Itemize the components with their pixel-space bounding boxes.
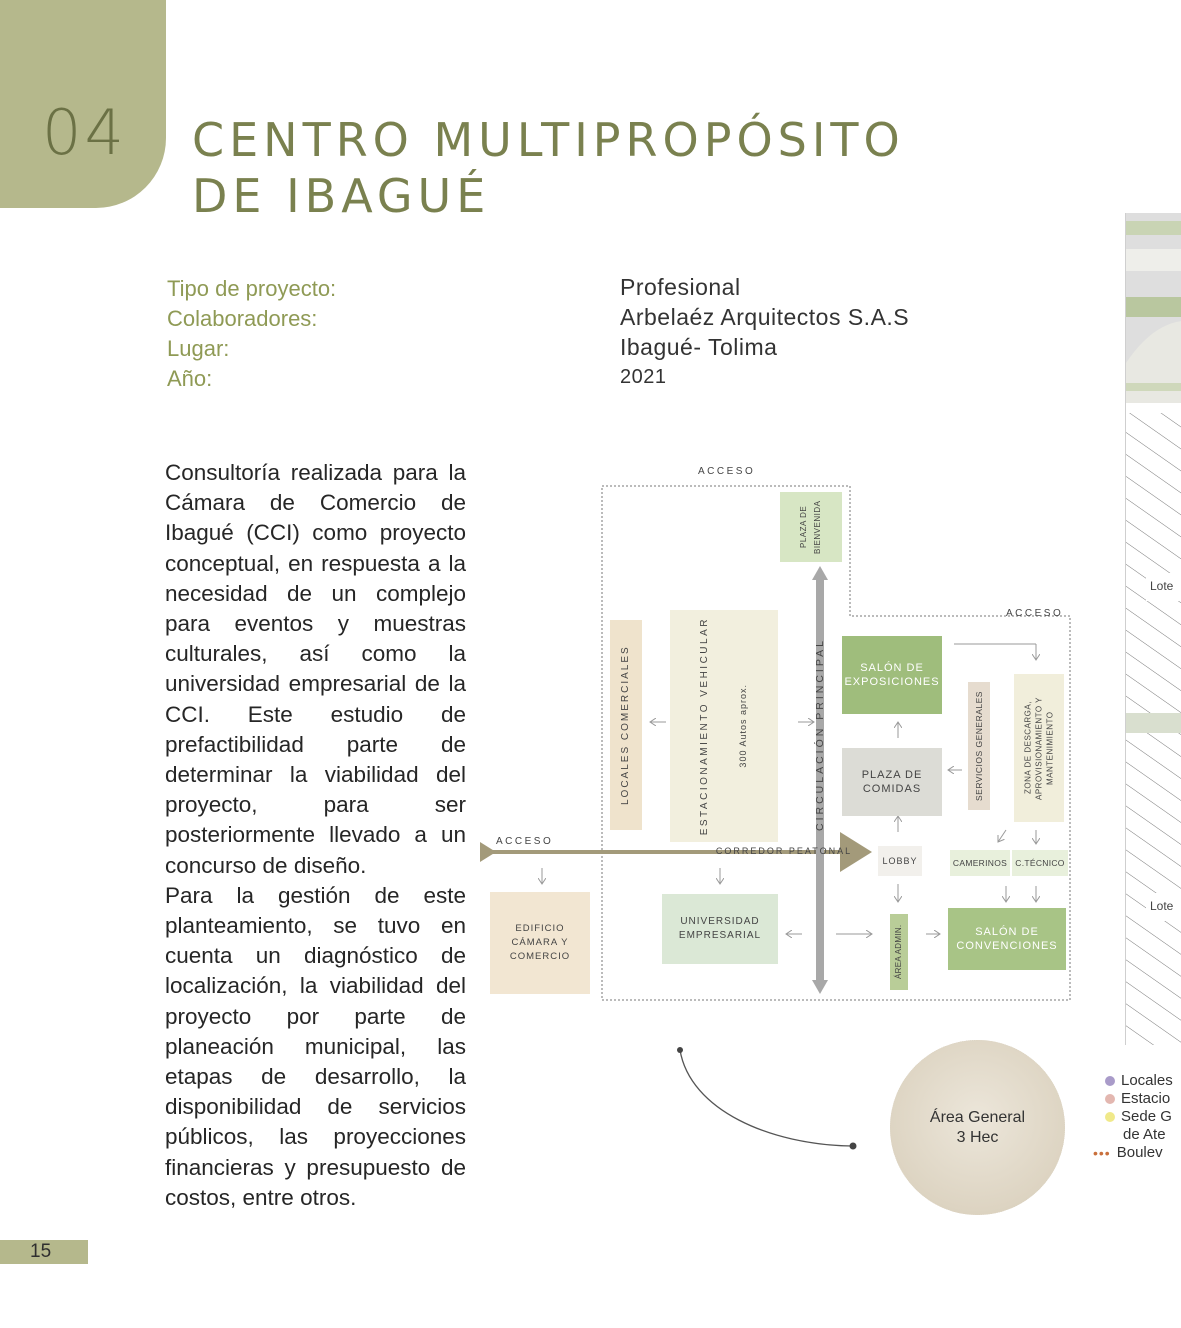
site-legend [1093, 1072, 1173, 1162]
legend-label: de Ate [1123, 1126, 1166, 1143]
salon-exposiciones-box: SALÓN DE EXPOSICIONES [842, 636, 942, 714]
body-text [165, 458, 466, 1213]
legend-label: Estacio [1121, 1090, 1171, 1107]
meta-value: 2021 [620, 366, 667, 388]
zona-descarga-box: ZONA DE DESCARGA, APROVISIONAMIENTO Y MANTENIMIENTO [1014, 674, 1064, 822]
meta-value: Arbelaéz Arquitectos S.A.S [620, 304, 910, 330]
legend-item [1093, 1144, 1173, 1162]
corredor-label [715, 844, 853, 858]
area-admin-box: ÁREA ADMIN. [890, 914, 908, 990]
legend-label: Locales [1121, 1072, 1173, 1089]
locales-box: LOCALES COMERCIALES [610, 620, 642, 830]
page-number: 15 [0, 1240, 88, 1264]
area-value: 3 Hec [956, 1128, 999, 1146]
edificio-box: EDIFICIO CÁMARA Y COMERCIO [490, 892, 590, 994]
meta-label: Año: [167, 366, 213, 391]
meta-value: Profesional [620, 274, 741, 300]
paragraph-2: Para la gestión de este planteamiento, se tuvo en cuenta un diagnóstico de localización, la viabilidad del proyecto por parte de planeación municipal, las etapas de desarrollo, la disponibilidad de servicios públicos, las proyecciones financieras y presupuesto de costos, entre otros. [165, 882, 466, 1210]
site-plan-strip [1125, 213, 1181, 1045]
camerinos-box: CAMERINOS [950, 850, 1010, 876]
legend-label: Sede G [1121, 1108, 1172, 1125]
program-diagram [480, 460, 1080, 1020]
legend-dot [1105, 1076, 1115, 1086]
meta-values [620, 272, 909, 392]
acceso-top-label: ACCESO [698, 466, 756, 477]
title-line-2: DE IBAGUÉ [192, 169, 491, 223]
servicios-box: SERVICIOS GENERALES [968, 682, 990, 810]
circulacion-label: CIRCULACIÓN PRINCIPAL [814, 638, 826, 832]
legend-dot [1105, 1094, 1115, 1104]
meta-labels [167, 274, 336, 394]
area-title: Área General [929, 1108, 1026, 1126]
dotted-line-icon: ••• [1093, 1145, 1111, 1161]
ctecnico-box: C.TÉCNICO [1012, 850, 1068, 876]
connector-curve [670, 1040, 870, 1160]
meta-label: Colaboradores: [167, 306, 318, 331]
lote-label: Lote [1150, 899, 1174, 913]
lote-label: Lote [1150, 579, 1174, 593]
estacionamiento-box [670, 610, 778, 842]
meta-label: Lugar: [167, 336, 230, 361]
meta-label: Tipo de proyecto: [167, 276, 337, 301]
legend-label: Boulev [1116, 1144, 1163, 1161]
estacionamiento-label: ESTACIONAMIENTO VEHICULAR [699, 616, 710, 836]
corredor-text: CORREDOR PEATONAL [715, 846, 853, 856]
legend-dot [1105, 1112, 1115, 1122]
acceso-left-label: ACCESO [496, 836, 554, 847]
paragraph-1: Consultoría realizada para la Cámara de Comercio de Ibagué (CCI) como proyecto conceptual, en respuesta a la necesidad de un complejo para eventos y muestras culturales, así como la universidad empresarial de la CCI. Este estudio de prefactibilidad parte de determinar la viabilidad del proyecto, para ser posteriormente llevado a un concurso de diseño. [165, 460, 466, 878]
legend-item [1105, 1090, 1173, 1108]
legend-item [1105, 1108, 1173, 1126]
title-line-1: CENTRO MULTIPROPÓSITO [192, 113, 905, 167]
site-plan-drawing [1126, 213, 1181, 1045]
legend-item [1105, 1072, 1173, 1090]
autos-label: 300 Autos aprox. [738, 684, 748, 768]
area-general-bubble [890, 1040, 1065, 1215]
plaza-comidas-box: PLAZA DE COMIDAS [842, 748, 942, 816]
lobby-box: LOBBY [878, 846, 922, 876]
salon-convenciones-box: SALÓN DE CONVENCIONES [948, 908, 1066, 970]
plaza-bienvenida-box: PLAZA DE BIENVENIDA [780, 492, 842, 562]
section-number: 04 [42, 96, 127, 169]
legend-item [1105, 1126, 1173, 1144]
meta-value: Ibagué- Tolima [620, 334, 778, 360]
acceso-right-label: ACCESO [1006, 608, 1064, 619]
page-title [192, 112, 905, 224]
universidad-box: UNIVERSIDAD EMPRESARIAL [662, 894, 778, 964]
